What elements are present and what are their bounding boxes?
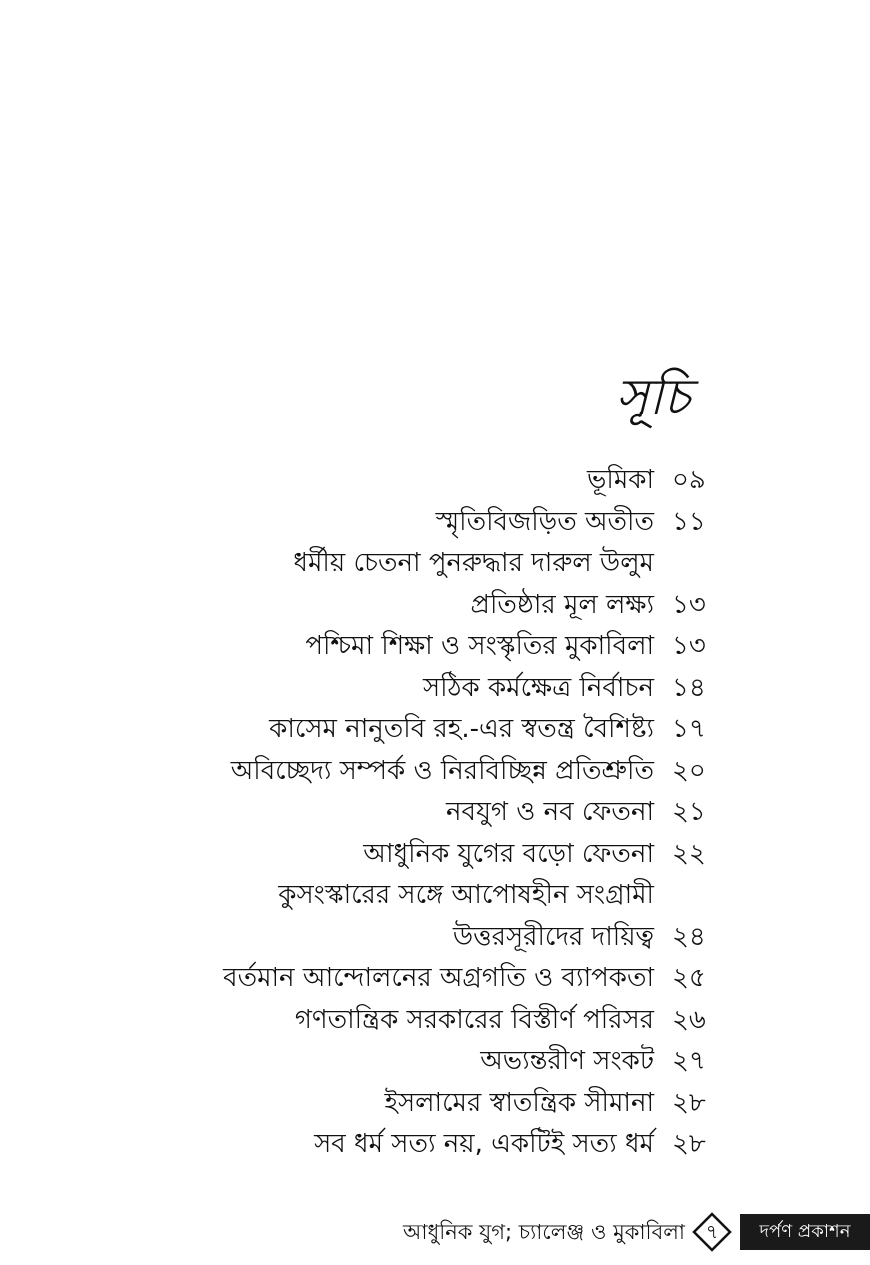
toc-entry-title: নবযুগ ও নব ফেতনা [445, 797, 654, 827]
toc-entry-page: ১১ [672, 506, 706, 537]
toc-row [0, 1041, 870, 1083]
toc-entry-title: ভূমিকা [587, 465, 654, 495]
toc-entry-title: কাসেম নানুতবি রহ.-এর স্বতন্ত্র বৈশিষ্ট্য [269, 714, 654, 744]
toc-entry-title: আধুনিক যুগের বড়ো ফেতনা [363, 838, 654, 869]
toc-entry-page: ২৬ [672, 1004, 706, 1035]
toc-row [0, 834, 870, 876]
toc-entry-page: ২০ [672, 755, 706, 786]
toc-entry-title: ধর্মীয় চেতনা পুনরুদ্ধার দারুল উলুম [293, 548, 654, 578]
toc-entry-page: ১৩ [672, 631, 706, 661]
toc-entry-page: ২৪ [672, 921, 706, 952]
toc-entry-title: সঠিক কর্মক্ষেত্র নির্বাচন [423, 672, 654, 703]
footer-book-title: আধুনিক যুগ; চ্যালেঞ্জ ও মুকাবিলা [402, 1220, 685, 1244]
toc-row [0, 751, 870, 793]
toc-row [0, 502, 870, 544]
toc-row [0, 1083, 870, 1125]
toc-entry-page: ২১ [672, 797, 706, 827]
toc-row [0, 917, 870, 959]
toc-entry-page: ১৪ [672, 672, 706, 703]
toc-entry-page: ১৩ [672, 589, 706, 620]
toc-entry-title: প্রতিষ্ঠার মূল লক্ষ্য [470, 589, 654, 620]
toc-row [0, 668, 870, 710]
toc-row [0, 709, 870, 751]
toc-row [0, 585, 870, 627]
toc-entry-title: গণতান্ত্রিক সরকারের বিস্তীর্ণ পরিসর [294, 1004, 654, 1035]
toc-row [0, 958, 870, 1000]
toc-row [0, 543, 870, 585]
toc-entry-page: ২৮ [672, 1129, 706, 1159]
toc-entry-title: উত্তরসূরীদের দায়িত্ব [452, 921, 654, 952]
toc-entry-title: ইসলামের স্বাতন্ত্রিক সীমানা [384, 1087, 654, 1118]
toc-entry-page: ২৫ [672, 963, 706, 993]
toc-entry-page: ২৮ [672, 1087, 706, 1118]
toc-row [0, 1124, 870, 1166]
toc-entry-title: অভ্যন্তরীণ সংকট [480, 1046, 654, 1076]
toc-row [0, 1000, 870, 1042]
toc-row [0, 875, 870, 917]
toc-row [0, 626, 870, 668]
toc-entry-title: স্মৃতিবিজড়িত অতীত [435, 506, 654, 537]
table-of-contents [0, 460, 870, 1166]
toc-entry-title: কুসংস্কারের সঙ্গে আপোষহীন সংগ্রামী [278, 880, 654, 910]
toc-entry-title: অবিচ্ছেদ্য সম্পর্ক ও নিরবিচ্ছিন্ন প্রতিশ্রুতি [230, 755, 654, 786]
toc-row [0, 792, 870, 834]
toc-entry-title: সব ধর্ম সত্য নয়, একটিই সত্য ধর্ম [314, 1129, 654, 1159]
toc-entry-page: ২২ [672, 838, 706, 869]
toc-entry-page: ১৭ [672, 714, 706, 744]
page-footer [0, 1208, 870, 1258]
toc-entry-page: ২৭ [672, 1046, 706, 1076]
toc-entry-title: বর্তমান আন্দোলনের অগ্রগতি ও ব্যাপকতা [223, 963, 654, 993]
page-heading: সূচি [615, 368, 690, 426]
footer-page-number: ৭ [705, 1221, 719, 1243]
footer-publisher-logo: দর্পণ প্রকাশন [740, 1214, 870, 1250]
toc-entry-page: ০৯ [672, 465, 706, 495]
toc-entry-title: পশ্চিমা শিক্ষা ও সংস্কৃতির মুকাবিলা [305, 631, 654, 661]
toc-row [0, 460, 870, 502]
